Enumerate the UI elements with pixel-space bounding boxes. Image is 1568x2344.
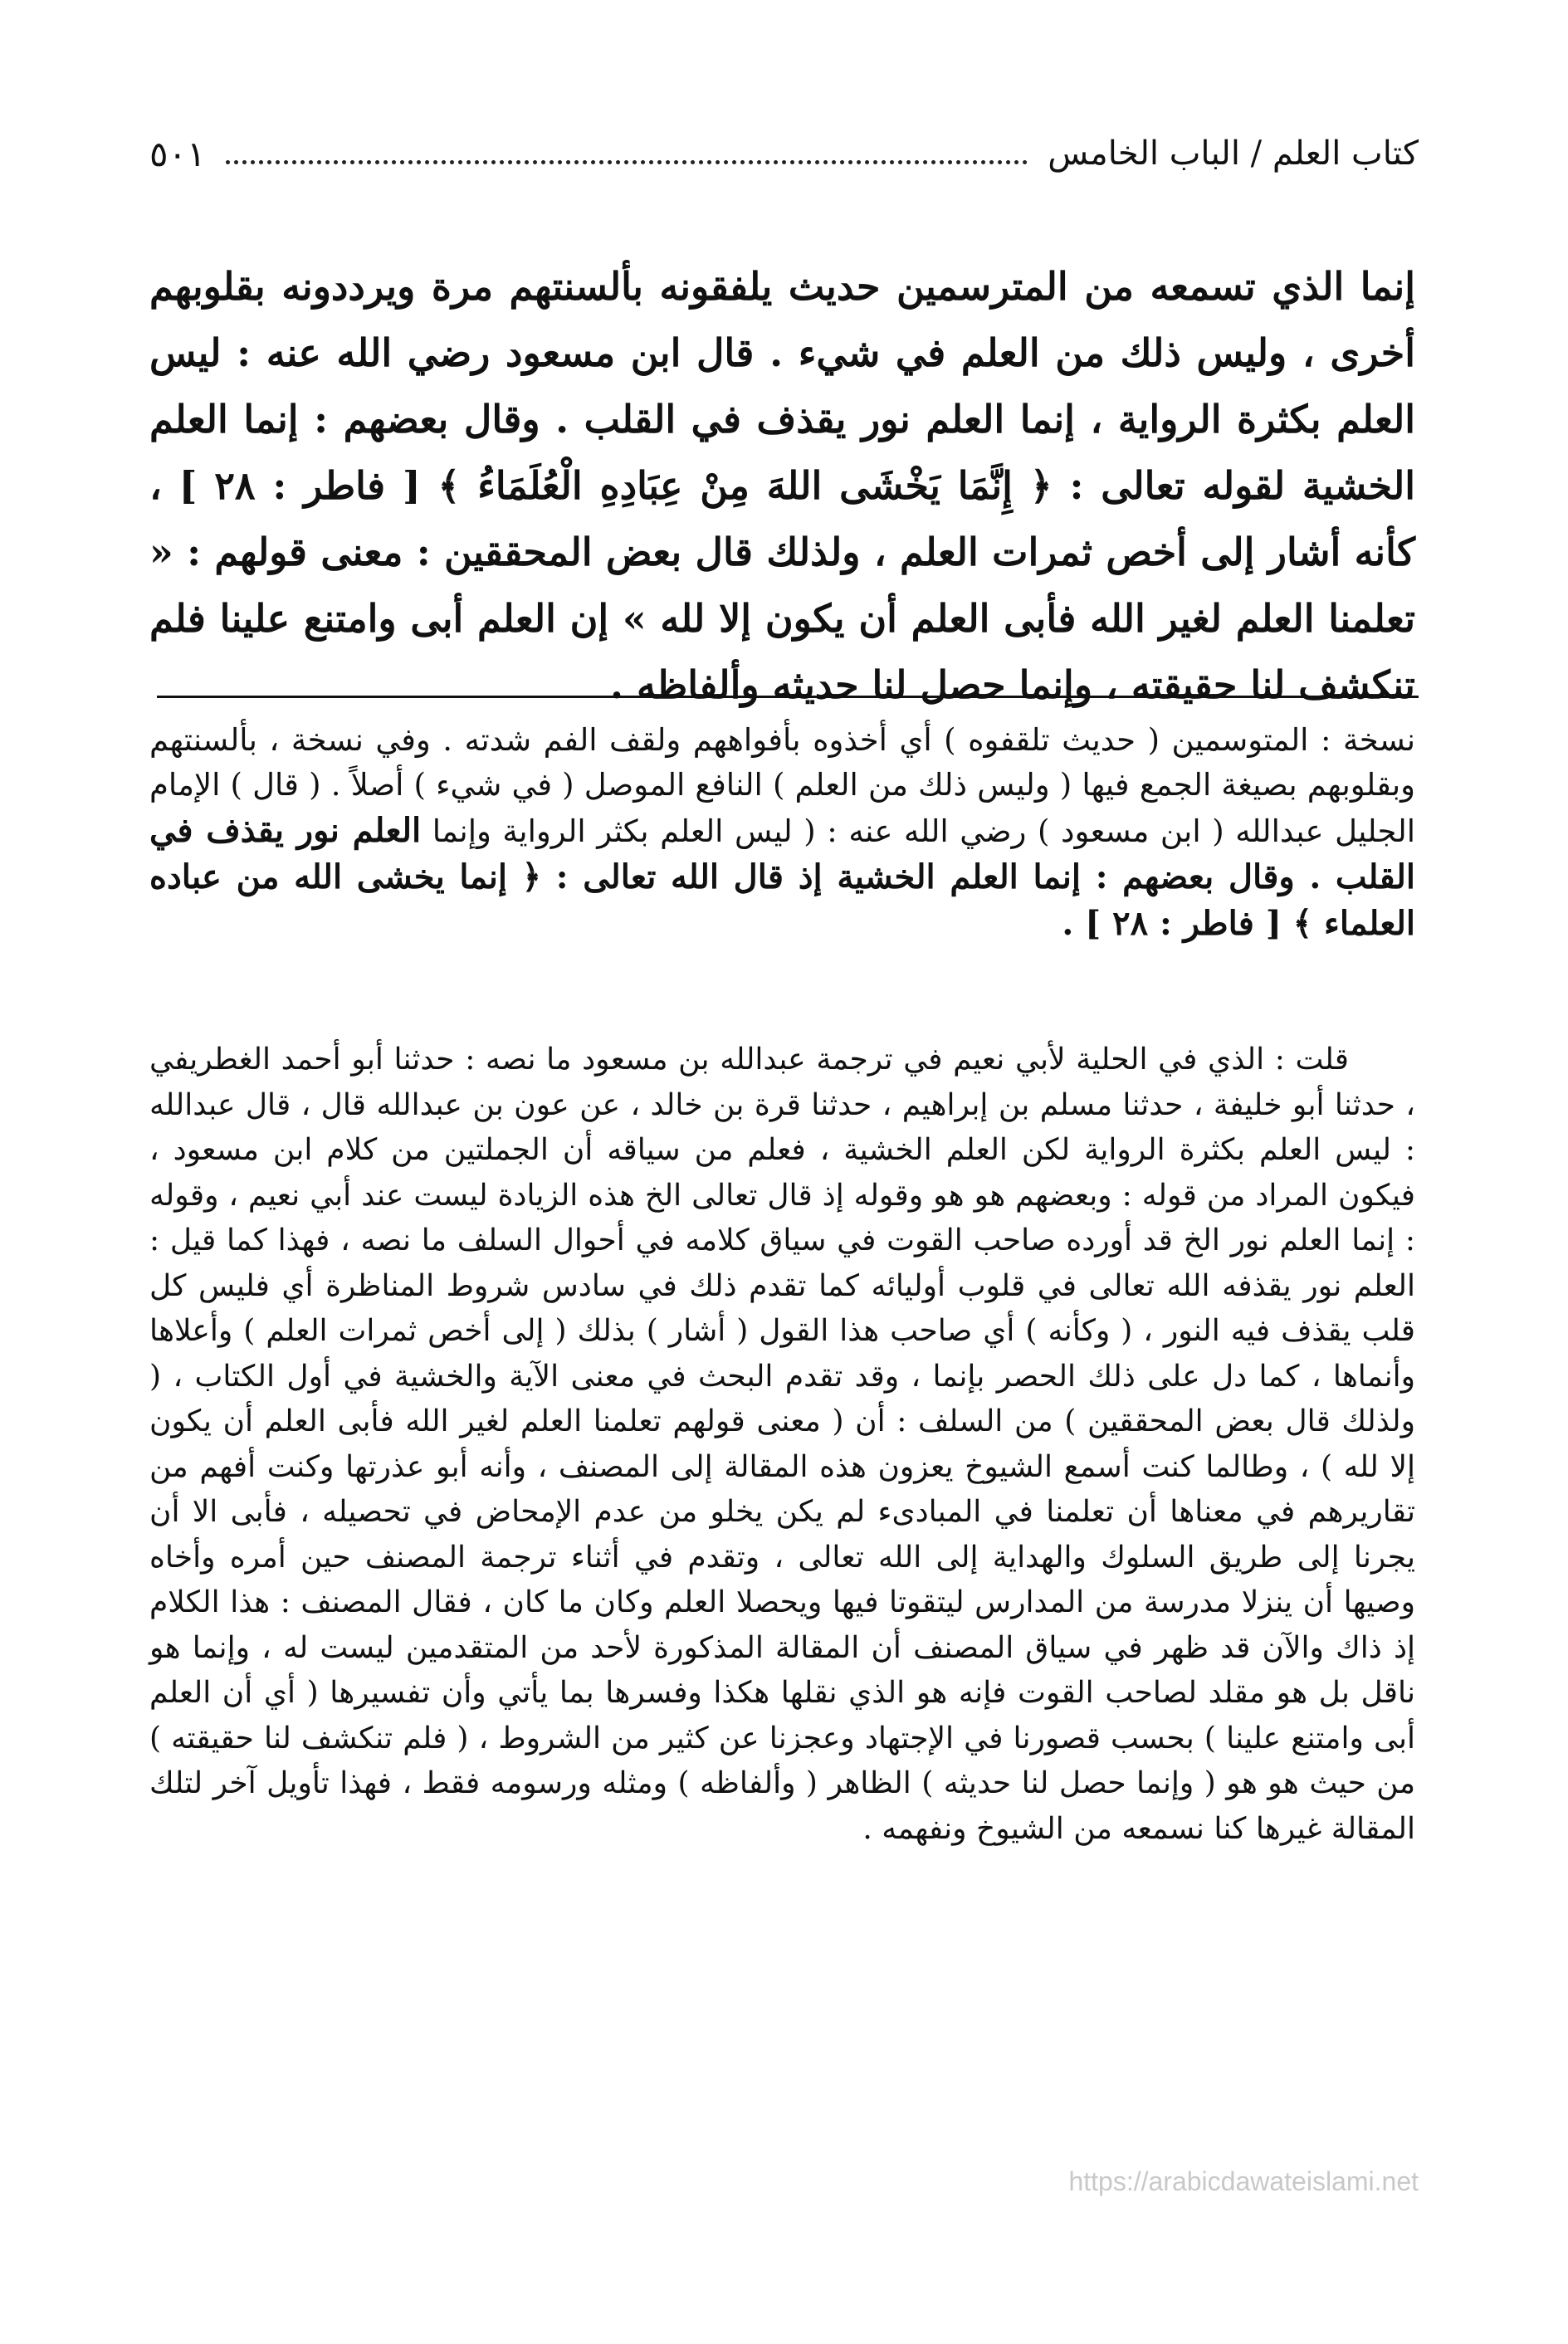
running-title: كتاب العلم / الباب الخامس [1048, 134, 1419, 173]
page-number: ٥٠١ [149, 133, 206, 174]
footnote-block [149, 718, 1415, 947]
page-header [149, 125, 1419, 183]
commentary-block [149, 1038, 1415, 1852]
footnote-paragraph [149, 718, 1415, 947]
dot-leader [226, 160, 1028, 164]
footnote-bold-text: العلم نور يقذف في القلب . وقال بعضهم : إنما العلم الخشية إذ قال الله تعالى : ﴿ إنما يخشى الله من عباده العلماء ﴾ [ فاطر : ٢٨ ] . [149, 811, 1415, 943]
footnote-separator [157, 696, 1419, 698]
footnote-plain-text: نسخة : المتوسمين ( حديث تلقفوه ) أي أخذوه بأفواههم ولقف الفم شدته . وفي نسخة ، بألسنتهم وبقلوبهم بصيغة الجمع فيها ( وليس ذلك من العلم ) النافع الموصل ( في شيء ) أصلاً . ( قال ) الإمام الجليل عبدالله ( ابن مسعود ) رضي الله عنه : ( ليس العلم بكثر الرواية وإنما [149, 722, 1415, 849]
main-text-block [149, 253, 1415, 718]
main-paragraph: إنما الذي تسمعه من المترسمين حديث يلفقونه بألسنتهم مرة ويرددونه بقلوبهم أخرى ، وليس ذلك من العلم في شيء . قال ابن مسعود رضي الله عنه : ليس العلم بكثرة الرواية ، إنما العلم نور يقذف في القلب . وقال بعضهم : إنما العلم الخشية لقوله تعالى : ﴿ إِنَّمَا يَخْشَى اللهَ مِنْ عِبَادِهِ الْعُلَمَاءُ ﴾ [ فاطر : ٢٨ ] ، كأنه أشار إلى أخص ثمرات العلم ، ولذلك قال بعض المحققين : معنى قولهم : « تعلمنا العلم لغير الله فأبى العلم أن يكون إلا لله » إن العلم أبى وامتنع علينا فلم تنكشف لنا حقيقته ، وإنما حصل لنا حديثه وألفاظه . [149, 264, 1415, 707]
commentary-paragraph: قلت : الذي في الحلية لأبي نعيم في ترجمة عبدالله بن مسعود ما نصه : حدثنا أبو أحمد الغطريفي ، حدثنا أبو خليفة ، حدثنا مسلم بن إبراهيم ، حدثنا قرة بن خالد ، عن عون بن عبدالله قال ، قال عبدالله : ليس العلم بكثرة الرواية لكن العلم الخشية ، فعلم من سياقه أن الجملتين من كلام ابن مسعود ، فيكون المراد من قوله : وبعضهم هو هو وقوله إذ قال تعالى الخ هذه الزيادة ليست عند أبي نعيم ، وقوله : إنما العلم نور الخ قد أورده صاحب القوت في سياق كلامه في أحوال السلف ما نصه ، فهذا كما قيل : العلم نور يقذفه الله تعالى في قلوب أوليائه كما تقدم ذلك في سادس شروط المناظرة أي فليس كل قلب يقذف فيه النور ، ( وكأنه ) أي صاحب هذا القول ( أشار ) بذلك ( إلى أخص ثمرات العلم ) وأعلاها وأنماها ، كما دل على ذلك الحصر بإنما ، وقد تقدم البحث في معنى الآية والخشية في أول الكتاب ، ( ولذلك قال بعض المحققين ) من السلف : أن ( معنى قولهم تعلمنا العلم لغير الله فأبى العلم أن يكون إلا لله ) ، وطالما كنت أسمع الشيوخ يعزون هذه المقالة إلى المصنف ، وأنه أبو عذرتها وكنت أفهم من تقاريرهم في معناها أن تعلمنا في المبادىء لم يكن يخلو من عدم الإمحاض في تحصيله ، فأبى الا أن يجرنا إلى طريق السلوك والهداية إلى الله تعالى ، وتقدم في أثناء ترجمة المصنف حين أمره وأخاه وصيها أن ينزلا مدرسة من المدارس ليتقوتا فيها ويحصلا العلم وكان ما كان ، فقال المصنف : هذا الكلام إذ ذاك والآن قد ظهر في سياق المصنف أن المقالة المذكورة لأحد من المتقدمين ليست له ، وإنما هو ناقل بل هو مقلد لصاحب القوت فإنه هو الذي نقلها هكذا وفسرها بما يأتي وأن تفسيرها ( أي أن العلم أبى وامتنع علينا ) بحسب قصورنا في الإجتهاد وعجزنا عن كثير من الشروط ، ( فلم تنكشف لنا حقيقته ) من حيث هو هو ( وإنما حصل لنا حديثه ) الظاهر ( وألفاظه ) ومثله ورسومه فقط ، فهذا تأويل آخر لتلك المقالة غيرها كنا نسمعه من الشيوخ ونفهمه . [149, 1043, 1416, 1846]
watermark-url: https://arabicdawateislami.net [1068, 2166, 1419, 2196]
